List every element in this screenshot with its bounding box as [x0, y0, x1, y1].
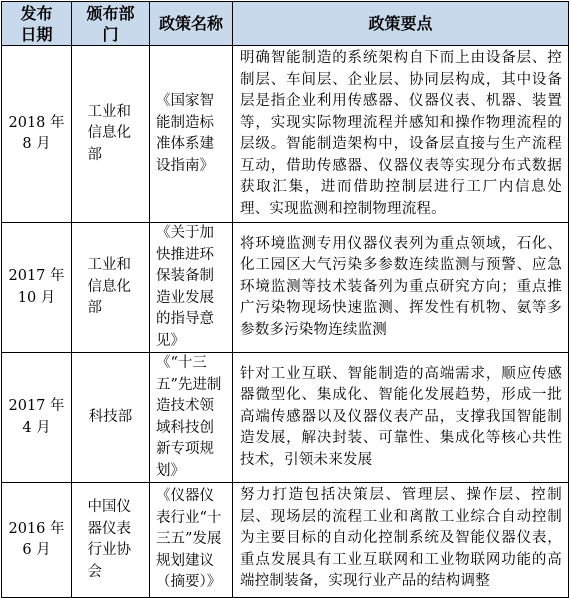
cell-key: 将环境监测专用仪器仪表列为重点领域，石化、化工园区大气污染多参数连续监测与预警、应急环境监测等技术装备列为重点研究方向；重点推广污染物现场快速监测、挥发性有机物、氨等多参数多污染物连续监测	[233, 223, 569, 353]
cell-policy	[150, 483, 233, 598]
table-row	[2, 353, 569, 483]
cell-dept	[72, 353, 150, 483]
date-text: 2017 年 4 月	[8, 398, 65, 436]
table-header-row	[2, 2, 569, 46]
table-row	[2, 483, 569, 598]
dept-text: 中国仪器仪表行业协会	[87, 499, 131, 580]
policy-text: 《关于加快推进环保装备制造业发展的指导意见》	[156, 225, 214, 349]
cell-date	[2, 46, 72, 223]
date-text: 2017 年 10 月	[8, 268, 65, 306]
header-date	[2, 2, 72, 46]
cell-dept	[72, 223, 150, 353]
cell-policy	[150, 46, 233, 223]
cell-policy	[150, 223, 233, 353]
header-key: 政策要点	[233, 2, 569, 46]
cell-dept	[72, 46, 150, 223]
header-policy: 政策名称	[150, 2, 233, 46]
date-text: 2016 年 6 月	[8, 520, 65, 558]
cell-date	[2, 483, 72, 598]
cell-date	[2, 223, 72, 353]
dept-text: 工业和信息化部	[87, 257, 131, 317]
dept-text: 工业和信息化部	[87, 103, 131, 163]
header-dept	[72, 2, 150, 46]
dept-text: 科技部	[88, 408, 133, 425]
policy-text: 《“十三五”先进制造技术领域科技创新专项规划》	[156, 355, 222, 479]
cell-key: 针对工业互联、智能制造的高端需求，顺应传感器微型化、集成化、智能化发展趋势，形成一批高端传感器以及仪器仪表产品，支撑我国智能制造发展，解决封装、可靠性、集成化等核心共性技术，引领未来发展	[233, 353, 569, 483]
cell-key: 明确智能制造的系统架构自下而上由设备层、控制层、车间层、企业层、协同层构成，其中设备层是指企业利用传感器、仪器仪表、机器、装置等，实现实际物理流程并感知和操作物理流程的层级。智能制造架构中，设备层直接与生产流程互动，借助传感器、仪器仪表等实现分布式数据获取汇集，进而借助控制层进行工厂内信息处理、实现监测和控制物理流程。	[233, 46, 569, 223]
date-text: 2018 年 8 月	[8, 114, 65, 152]
policy-table	[1, 1, 569, 598]
policy-text: 《仪器仪表行业“十三五”发展规划建议（摘要）》	[156, 488, 222, 591]
cell-dept	[72, 483, 150, 598]
policy-text: 《国家智能制造标准体系建设指南》	[156, 93, 214, 174]
header-dept-text: 颁布部门	[86, 3, 135, 44]
table-row	[2, 223, 569, 353]
header-date-text: 发布日期	[20, 3, 53, 44]
cell-key: 努力打造包括决策层、管理层、操作层、控制层、现场层的流程工业和离散工业综合自动控制为主要目标的自动化控制系统及智能仪器仪表，重点发展具有工业互联网和工业物联网功能的高端控制装备，实现行业产品的结构调整	[233, 483, 569, 598]
cell-date	[2, 353, 72, 483]
table-row	[2, 46, 569, 223]
cell-policy	[150, 353, 233, 483]
